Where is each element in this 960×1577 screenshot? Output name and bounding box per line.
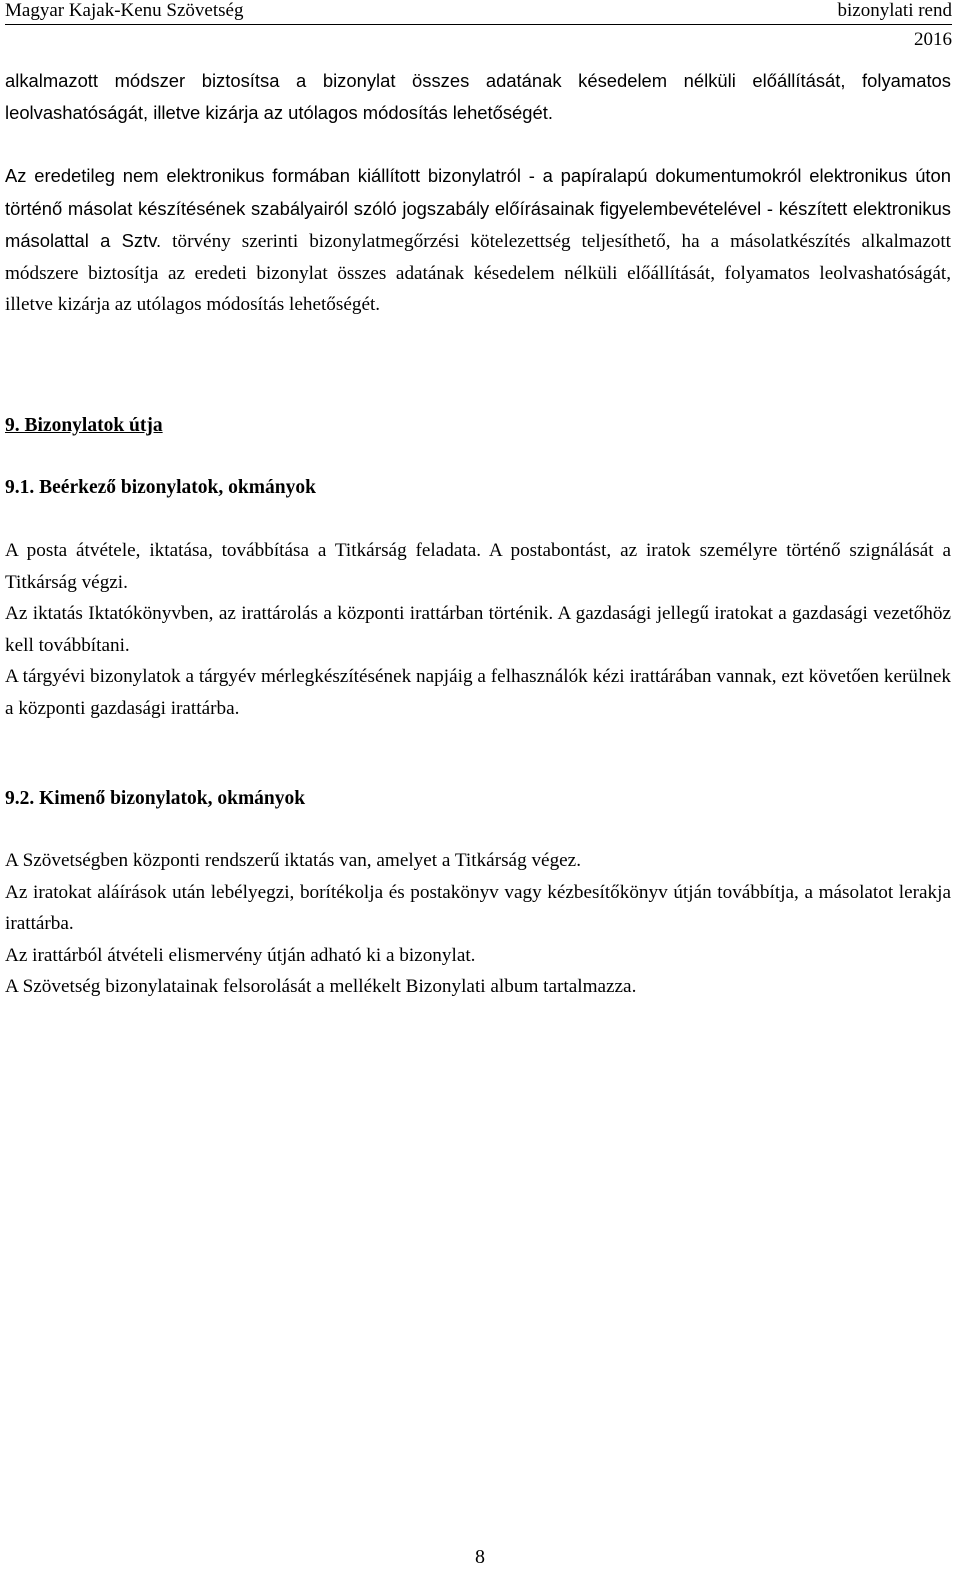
section-9-1-paragraph: A posta átvétele, iktatása, továbbítása a Titkárság feladata. A postabontást, az iratok személyre történő szignálását a Titkárság végzi. bbox=[5, 540, 951, 593]
header-year: 2016 bbox=[914, 29, 952, 50]
section-9-1-paragraph: A tárgyévi bizonylatok a tárgyév mérlegkészítésének napjáig a felhasználók kézi irattárában vannak, ezt követően kerülnek a központi gazdasági irattárba. bbox=[5, 666, 951, 719]
section-9-1-body bbox=[5, 535, 951, 724]
intro-copy-paragraph-sans-part: Az eredetileg nem elektronikus formában kiállított bizonylatról - a papíralapú dokumentumokról elektronikus úton történő másolat készítésének szabályairól szóló jogszabály előírásainak figyelembevételével - készített elektronikus másolattal a Sztv. bbox=[5, 165, 951, 251]
page-header bbox=[5, 0, 952, 25]
section-9-heading: 9. Bizonylatok útja bbox=[5, 415, 163, 436]
section-9-2-body bbox=[5, 845, 951, 1003]
section-9-2-paragraph: A Szövetségben központi rendszerű iktatás van, amelyet a Titkárság végez. bbox=[5, 850, 581, 871]
section-9-1-paragraph: Az iktatás Iktatókönyvben, az irattárolás a központi irattárban történik. A gazdasági jellegű iratokat a gazdasági vezetőhöz kell továbbítani. bbox=[5, 603, 951, 656]
section-9-2-paragraph: Az iratokat aláírások után lebélyegzi, borítékolja és postakönyv vagy kézbesítőkönyv útján továbbítja, a másolatot lerakja irattárba. bbox=[5, 881, 951, 934]
paragraph-spacer bbox=[5, 128, 951, 160]
header-divider bbox=[5, 24, 952, 25]
header-organization: Magyar Kajak-Kenu Szövetség bbox=[5, 0, 244, 21]
section-9-2-paragraph: Az irattárból átvételi elismervény útján adható ki a bizonylat. bbox=[5, 944, 476, 966]
intro-block bbox=[5, 65, 951, 321]
section-9-2-paragraph: A Szövetség bizonylatainak felsorolását a mellékelt Bizonylati album tartalmazza. bbox=[5, 976, 637, 997]
header-document-title: bizonylati rend bbox=[837, 0, 952, 21]
intro-copy-paragraph-serif-part: törvény szerinti bizonylatmegőrzési kötelezettség teljesíthető, ha a másolatkészítés alkalmazott módszere biztosítja az eredeti bizonylat összes adatának késedelem nélküli előállítását, folyamatos leolvashatóságát, illetve kizárja az utólagos módosítás lehetőségét. bbox=[5, 231, 952, 315]
page-number: 8 bbox=[475, 1546, 485, 1568]
section-9-2-heading: 9.2. Kimenő bizonylatok, okmányok bbox=[5, 788, 306, 809]
section-9-1-heading: 9.1. Beérkező bizonylatok, okmányok bbox=[5, 477, 316, 498]
intro-copy-paragraph bbox=[5, 160, 951, 321]
intro-continuation-paragraph: alkalmazott módszer biztosítsa a bizonylat összes adatának késedelem nélküli előállítását, folyamatos leolvashatóságát, illetve kizárja az utólagos módosítás lehetőségét. bbox=[5, 70, 951, 123]
